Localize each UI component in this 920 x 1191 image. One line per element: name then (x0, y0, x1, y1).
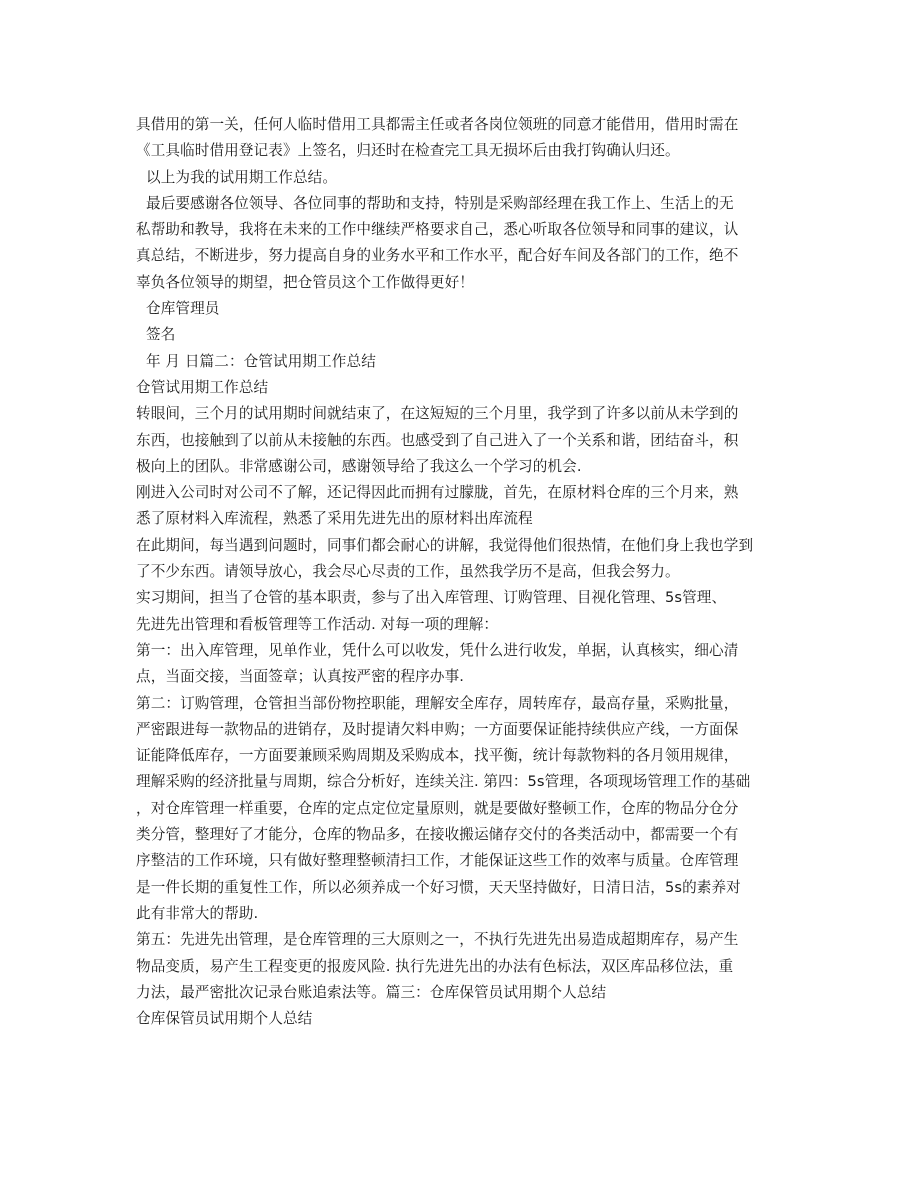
text-line: 先进先出管理和看板管理等工作活动. 对每一项的理解： (136, 615, 499, 633)
text-line: 是一件长期的重复性工作，所以必须养成一个好习惯，天天坚持做好，日清日洁，5s的素养对 (136, 878, 741, 896)
text-line: 理解采购的经济批量与周期，综合分析好，连续关注. 第四：5s管理，各项现场管理工作的基础 (136, 773, 751, 791)
text-line: 第二：订购管理，仓管担当部份物控职能，理解安全库存，周转库存，最高存量，采购批量， (136, 694, 739, 712)
text-line: 《工具临时借用登记表》上签名，归还时在检查完工具无损坏后由我打钩确认归还。 (136, 142, 680, 160)
text-line: 转眼间，三个月的试用期时间就结束了，在这短短的三个月里，我学到了许多以前从未学到的 (136, 405, 739, 423)
text-line: 东西，也接触到了以前从未接触的东西。也感受到了自己进入了一个关系和谐，团结奋斗，积 (136, 431, 739, 449)
text-line: 最后要感谢各位领导、各位同事的帮助和支持，特别是采购部经理在我工作上、生活上的无 (146, 194, 734, 212)
text-line: 年 月 日篇二：仓管试用期工作总结 (146, 352, 376, 370)
document-page (136, 112, 796, 1032)
text-line: ，对仓库管理一样重要，仓库的定点定位定量原则，就是要做好整顿工作，仓库的物品分仓分 (136, 799, 739, 817)
text-line: 严密跟进每一款物品的进销存，及时提请欠料申购；一方面要保证能持续供应产线，一方面保 (136, 720, 739, 738)
text-line: 此有非常大的帮助. (136, 904, 259, 922)
text-line: 第一：出入库管理，见单作业，凭什么可以收发，凭什么进行收发，单据，认真核实，细心清 (136, 641, 739, 659)
text-line: 极向上的团队。非常感谢公司，感谢领导给了我这么一个学习的机会. (136, 457, 582, 475)
text-line: 实习期间，担当了仓管的基本职责，参与了出入库管理、订购管理、目视化管理、5s管理、 (136, 589, 727, 607)
text-line: 物品变质，易产生工程变更的报废风险. 执行先进先出的办法有色标法，双区库品移位法，重 (136, 957, 734, 975)
text-line: 第五：先进先出管理，是仓库管理的三大原则之一，不执行先进先出易造成超期库存，易产生 (136, 931, 739, 949)
text-line: 点，当面交接，当面签章；认真按严密的程序办事. (136, 668, 465, 686)
text-line: 了不少东西。请领导放心，我会尽心尽责的工作，虽然我学历不是高，但我会努力。 (136, 563, 680, 581)
text-line: 具借用的第一关，任何人临时借用工具都需主任或者各岗位领班的同意才能借用，借用时需在 (136, 116, 739, 133)
text-line: 以上为我的试用期工作总结。 (146, 168, 338, 186)
text-line: 在此期间，每当遇到问题时，同事们都会耐心的讲解，我觉得他们很热情，在他们身上我也学到 (136, 536, 754, 554)
text-line: 序整洁的工作环境，只有做好整理整顿清扫工作，才能保证这些工作的效率与质量。仓库管理 (136, 852, 739, 870)
text-line: 签名 (146, 326, 176, 344)
text-line: 仓库管理员 (146, 300, 220, 318)
section-heading: 仓管试用期工作总结 (136, 378, 269, 396)
text-line: 类分管，整理好了才能分，仓库的物品多，在接收搬运储存交付的各类活动中，都需要一个有 (136, 826, 739, 844)
section-heading: 仓库保管员试用期个人总结 (136, 1010, 313, 1028)
text-line: 真总结，不断进步，努力提高自身的业务水平和工作水平，配合好车间及各部门的工作，绝不 (136, 247, 739, 265)
text-line: 私帮助和教导，我将在未来的工作中继续严格要求自己，悉心听取各位领导和同事的建议，认 (136, 221, 739, 239)
text-line: 刚进入公司时对公司不了解，还记得因此而拥有过朦胧，首先，在原材料仓库的三个月来，熟 (136, 484, 739, 502)
text-line: 辜负各位领导的期望，把仓管员这个工作做得更好！ (136, 273, 474, 291)
text-line: 悉了原材料入库流程，熟悉了采用先进先出的原材料出库流程 (136, 510, 533, 528)
text-line: 证能降低库存，一方面要兼顾采购周期及采购成本，找平衡，统计每款物料的各月领用规律， (136, 747, 739, 765)
text-line: 力法，最严密批次记录台账追索法等。篇三：仓库保管员试用期个人总结 (136, 983, 607, 1001)
